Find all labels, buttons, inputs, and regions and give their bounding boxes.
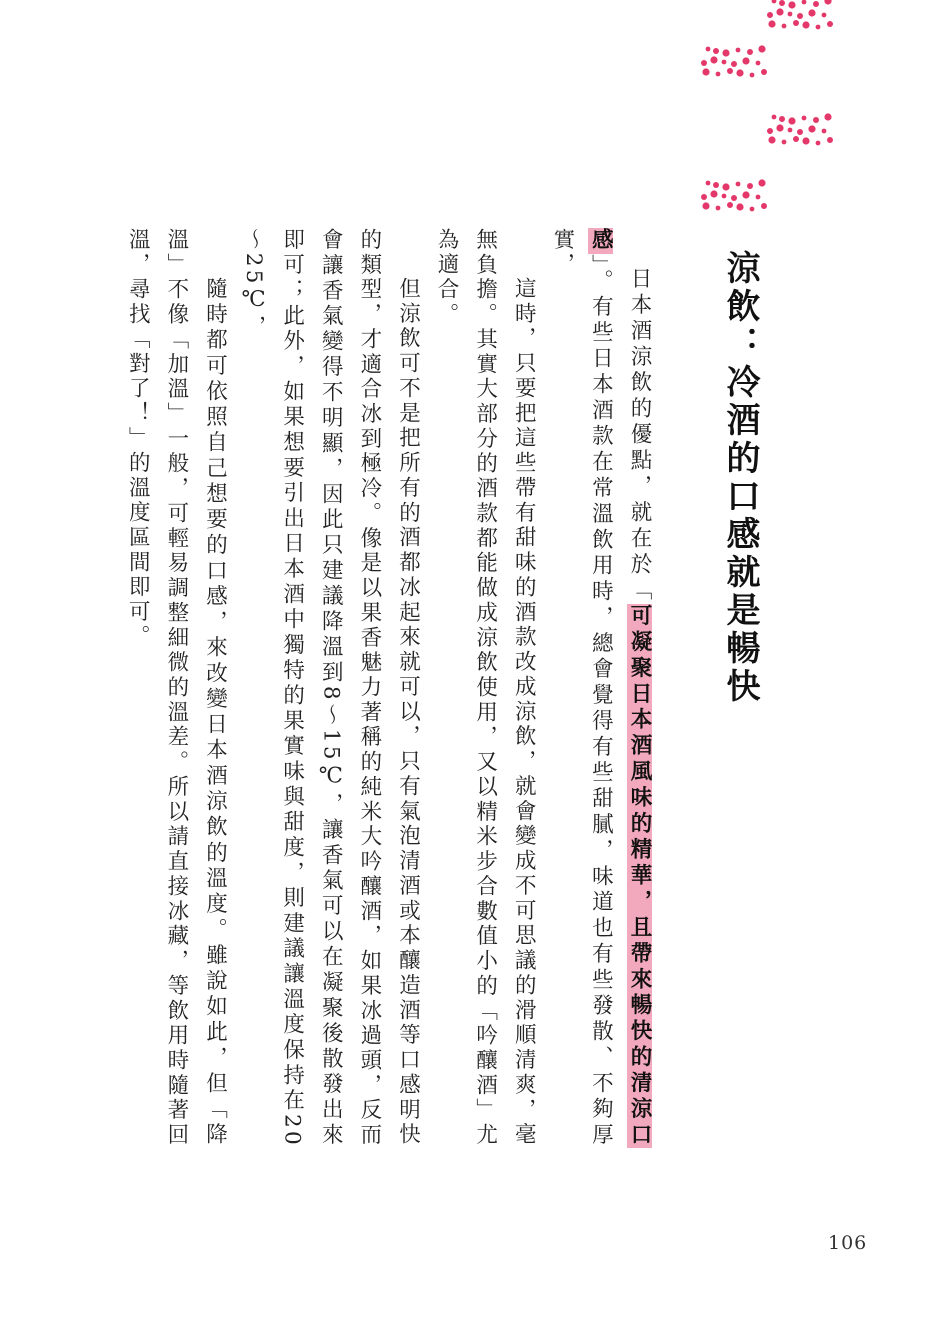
page-number: 106: [828, 1232, 868, 1254]
chapter-title: 涼飲：冷酒的口感就是暢快: [720, 250, 760, 706]
paragraph-1: 日本酒涼飲的優點，就在於「可凝聚日本酒風味的精華，且帶來暢快的清涼口感」。有些日本酒款在常溫飲用時，總會覺得有些甜膩，味道也有些發散、不夠厚實，: [549, 228, 652, 1148]
paragraph-3: 但涼飲可不是把所有的酒都冰起來就可以，只有氣泡清酒或本釀造酒等口感明快的類型，才適合冰到極冷。像是以果香魅力著稱的純米大吟釀酒，如果冰過頭，反而會讓香氣變得不明顯，因此只建議降溫到8～15℃，讓香氣可以在凝聚後散發出來即可；此外，如果想要引出日本酒中獨特的果實味與甜度，則建議讓溫度保持在20～25℃，: [241, 228, 421, 1148]
highlighted-phrase: 可凝聚日本酒風味的精華，且帶來暢快的清涼口感: [588, 228, 652, 1148]
paragraph-2: 這時，只要把這些帶有甜味的酒款改成涼飲，就會變成不可思議的滑順清爽，毫無負擔。其實大部分的酒款都能做成涼飲使用，又以精米步合數值小的「吟釀酒」尤為適合。: [434, 228, 537, 1148]
paragraph-4: 隨時都可依照自己想要的口感，來改變日本酒涼飲的溫度。雖說如此，但「降溫」不像「加溫」一般，可輕易調整細微的溫差。所以請直接冰藏，等飲用時隨著回溫，尋找「對了！」的溫度區間即可。: [125, 228, 228, 1148]
body-text: [125, 228, 658, 1148]
pink-dot-cluster-icon: [0, 0, 937, 230]
